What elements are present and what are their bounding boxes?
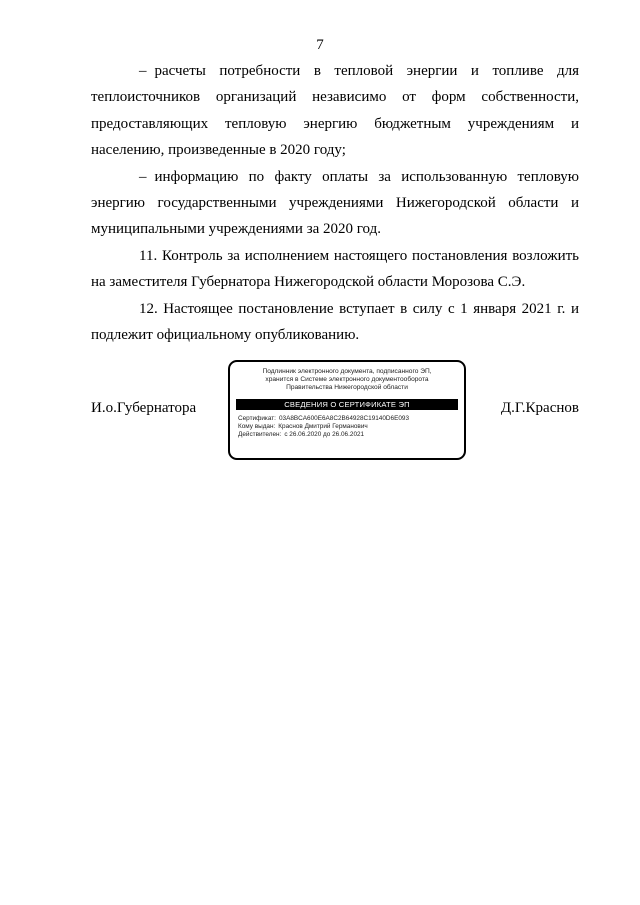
signatory-name: Д.Г.Краснов xyxy=(500,400,579,416)
stamp-note xyxy=(238,368,456,393)
validity-value: с 26.06.2020 до 26.06.2021 xyxy=(284,431,365,439)
paragraph-text: расчеты потребности в тепловой энергии и топливе для теплоисточников организаций независимо от форм собственности, предоставляющих тепловую энергию бюджетным учреждениям и населению, произведенные в 2020 году; xyxy=(91,63,579,159)
validity-label: Действителен: xyxy=(238,431,282,439)
clause-12: 12. Настоящее постановление вступает в силу с 1 января 2021 г. и подлежит официальному опубликованию. xyxy=(91,300,579,344)
signatory-position: И.о.Губернатора xyxy=(91,400,197,416)
issued-to-value: Краснов Дмитрий Германович xyxy=(278,422,368,430)
issued-to-row xyxy=(238,423,456,431)
stamp-header: СВЕДЕНИЯ О СЕРТИФИКАТЕ ЭП xyxy=(236,399,458,410)
certificate-row xyxy=(238,415,456,423)
stamp-details xyxy=(238,415,456,440)
stamp-note-line: хранится в Системе электронного документооборота xyxy=(265,376,429,384)
dash-marker: – xyxy=(139,168,147,185)
paragraph-text: информацию по факту оплаты за использованную тепловую энергию государственными учреждениями Нижегородской области и муниципальными учреждениями за 2020 год. xyxy=(91,168,579,238)
issued-to-label: Кому выдан: xyxy=(238,422,276,430)
list-item-payment-info xyxy=(91,164,579,243)
list-item-heat-calculations xyxy=(91,58,579,164)
document-body xyxy=(91,58,579,348)
electronic-signature-stamp xyxy=(228,360,466,460)
dash-marker: – xyxy=(139,63,147,79)
stamp-note-line: Правительства Нижегородской области xyxy=(286,384,408,392)
page-number: 7 xyxy=(316,37,324,53)
clause-11: 11. Контроль за исполнением настоящего постановления возложить на заместителя Губернатора Нижегородской области Морозова С.Э. xyxy=(91,247,579,291)
validity-row xyxy=(238,431,456,439)
certificate-value: 03A8BCA600E6A8C2B64928C19140D6E093 xyxy=(278,414,410,422)
certificate-label: Сертификат: xyxy=(238,414,276,422)
stamp-note-line: Подлинник электронного документа, подписанного ЭП, xyxy=(262,368,432,375)
